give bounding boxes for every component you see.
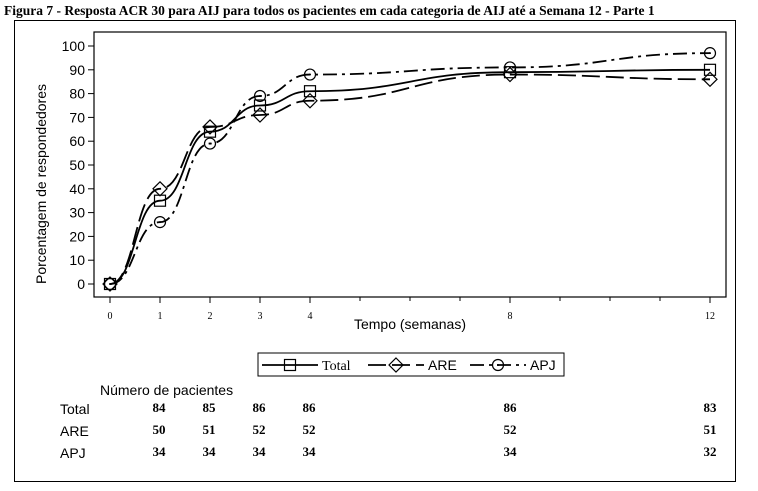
patients-table [60, 382, 717, 461]
y-tick-label: 30 [69, 204, 85, 221]
patients-count: 52 [503, 422, 517, 437]
circle-marker-dot [259, 95, 261, 97]
patients-count: 34 [202, 444, 216, 459]
figure-title: Figura 7 - Resposta ACR 30 para AIJ para todos os pacientes em cada categoria de AIJ até a Semana 12 - Parte 1 [4, 3, 655, 18]
patients-count: 83 [703, 400, 717, 415]
series-lines [110, 53, 710, 284]
legend [258, 353, 564, 376]
patients-row-label: APJ [60, 445, 86, 461]
patients-count: 86 [503, 400, 517, 415]
circle-marker-dot [109, 283, 111, 285]
series-markers [103, 48, 717, 291]
patients-count: 52 [252, 422, 266, 437]
patients-count: 34 [252, 444, 266, 459]
series-line-total [110, 70, 710, 284]
x-tick-label: 2 [207, 311, 213, 322]
y-tick-label: 20 [69, 228, 85, 245]
patients-count: 34 [503, 444, 517, 459]
legend-label-apj: APJ [530, 357, 556, 373]
x-tick-label: 4 [307, 311, 313, 322]
patients-count: 51 [202, 422, 216, 437]
x-tick-label: 12 [705, 311, 715, 322]
x-tick-label: 3 [257, 311, 263, 322]
patients-row-label: ARE [60, 423, 89, 439]
patients-count: 84 [152, 400, 166, 415]
patients-count: 86 [302, 400, 316, 415]
circle-marker-dot [209, 143, 211, 145]
patients-count: 52 [302, 422, 316, 437]
y-tick-label: 40 [69, 180, 85, 197]
y-tick-label: 60 [69, 133, 85, 150]
y-axis-label: Porcentagem de respondedores [33, 83, 49, 285]
x-tick-label: 1 [157, 311, 163, 322]
x-tick-label: 0 [107, 311, 113, 322]
circle-marker-dot [159, 221, 161, 223]
y-tick-label: 0 [77, 276, 85, 292]
chart-axes [62, 32, 726, 322]
legend-label-are: ARE [428, 357, 457, 373]
circle-marker-dot [709, 52, 711, 54]
patients-count: 86 [252, 400, 266, 415]
data-point-apj [205, 138, 216, 149]
patients-count: 32 [703, 444, 717, 459]
patients-count: 51 [703, 422, 717, 437]
y-tick-label: 100 [61, 38, 85, 54]
patients-count: 34 [302, 444, 316, 459]
patients-count: 85 [202, 400, 216, 415]
series-line-are [110, 75, 710, 284]
circle-marker-dot [309, 74, 311, 76]
x-tick-label: 8 [507, 311, 513, 322]
y-tick-label: 80 [69, 85, 85, 102]
patients-table-heading: Número de pacientes [100, 382, 234, 398]
patients-row-label: Total [60, 401, 90, 417]
patients-count: 50 [152, 422, 166, 437]
x-axis-label: Tempo (semanas) [353, 316, 467, 332]
circle-marker-dot [509, 66, 511, 68]
circle-marker-dot [497, 364, 499, 366]
y-tick-label: 10 [69, 252, 85, 269]
y-tick-label: 70 [69, 109, 85, 126]
patients-count: 34 [152, 444, 166, 459]
series-line-apj [110, 53, 710, 284]
y-tick-label: 90 [69, 61, 85, 78]
legend-label-total: Total [322, 359, 351, 374]
y-tick-label: 50 [69, 157, 85, 173]
